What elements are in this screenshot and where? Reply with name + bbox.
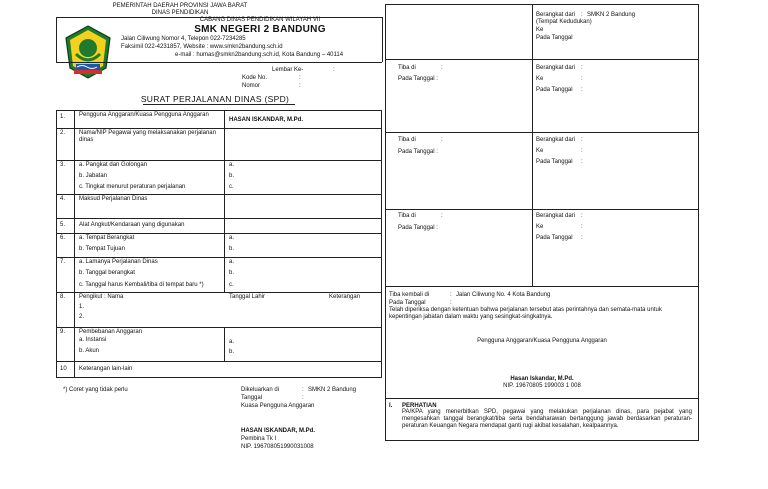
issuer-name: HASAN ISKANDAR, M.Pd. <box>241 428 316 434</box>
departure-place: SMKN 2 Bandung <box>587 12 636 18</box>
school-contact: Faksimil 022-4231857, Website : www.smkn2bandung.sch.id <box>121 44 283 50</box>
verification-note: Telah diperiksa dengan ketentuan bahwa perjalanan tersebut atas perintahnya dan semata-mata untuk kepentingan jabatan dalam waktu yang sesingkat-singkatnya. <box>389 307 662 320</box>
province-logo-icon <box>62 24 114 80</box>
gov-name: PEMERINTAH DAERAH PROVINSI JAWA BARAT <box>112 3 248 9</box>
return-place: Jalan Ciliwung No. 4 Kota Bandung <box>456 292 551 298</box>
approver-nip: NIP. 19670805 199003 1 008 <box>503 383 581 389</box>
code-colon: : <box>299 75 301 81</box>
school-name: SMK NEGERI 2 BANDUNG <box>194 24 326 35</box>
sheet-colon: : <box>333 67 335 73</box>
number-colon: : <box>299 83 301 89</box>
attention-title: PERHATIAN <box>402 403 437 409</box>
budget-user-name: HASAN ISKANDAR, M.Pd. <box>229 117 304 123</box>
row-label: Pengguna Anggaran/Kuasa Pengguna Anggaran <box>79 112 209 118</box>
attention-text: PA/KPA yang menerbitkan SPD, pegawai yang melakukan perjalanan dinas, para pejabat yang mengesahkan tanggal berangkat/tiba serta bendaharawan bertanggung jawab berdasarkan peraturan-peraturan Keuangan Negara mendapat ganti rugi akibat kesalahan, kealpaannya. <box>402 409 692 429</box>
footnote: *) Coret yang tidak perlu <box>63 387 128 393</box>
code-label: Kode No. <box>242 75 268 81</box>
dept-name: DINAS PENDIDIKAN <box>151 10 209 16</box>
issued-place: SMKN 2 Bandung <box>308 387 357 393</box>
issuer-nip: NIP. 196708051990031008 <box>241 444 314 450</box>
document-title: SURAT PERJALANAN DINAS (SPD) <box>140 94 290 104</box>
school-email: e-mail : humas@smkn2bandung.sch.id, Kota Bandung – 40114 <box>175 52 344 58</box>
branch-name: CABANG DINAS PENDIDIKAN WILAYAH VII <box>199 17 321 23</box>
number-label: Nomor <box>242 83 261 89</box>
sheet-label: Lembar Ke- <box>272 67 304 73</box>
school-address: Jalan Ciliwung Nomor 4, Telepon 022-7234285 <box>121 36 246 42</box>
approver-name: Hasan Iskandar, M.Pd. <box>510 376 574 382</box>
row-label: Nama/NIP Pegawai yang melaksanakan perjalanan dinas <box>79 130 216 143</box>
